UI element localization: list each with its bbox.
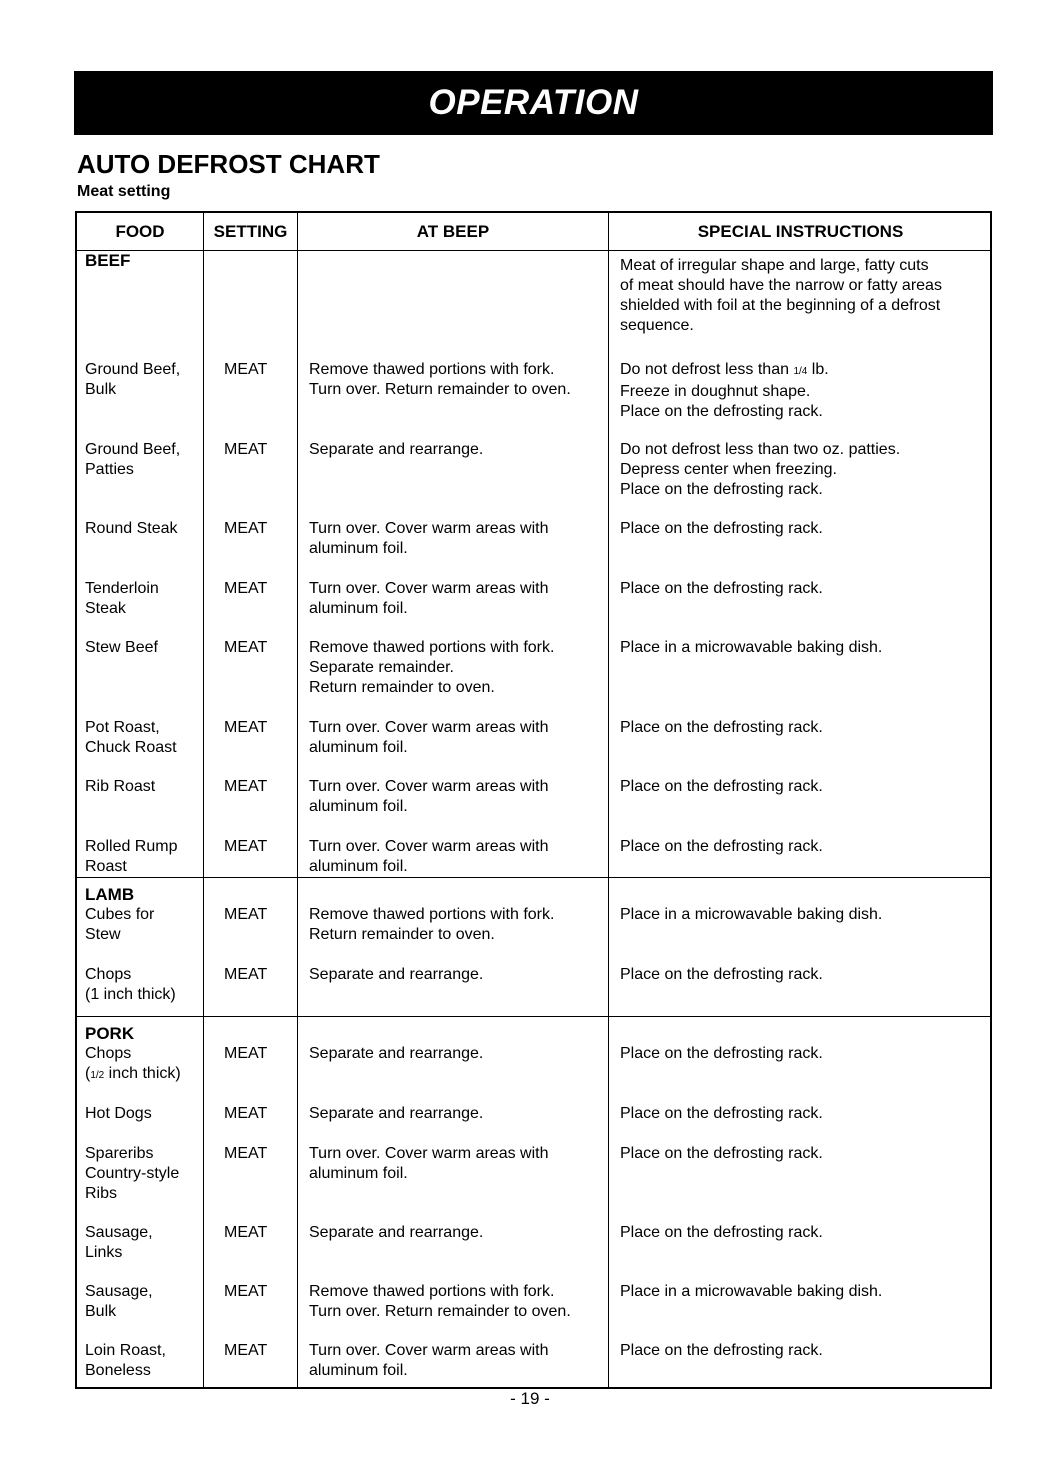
food-cell: Tenderloin Steak [85,580,159,617]
food-cell: Cubes for Stew [85,906,155,943]
setting-cell: MEAT [224,906,268,923]
at-beep-cell: Separate and rearrange. [309,966,484,983]
beef-intro: Meat of irregular shape and large, fatty cuts of meat should have the narrow or fatty areas shielded with foil at the beginning of a defrost sequence. [620,257,942,334]
food-cell: Round Steak [85,520,178,537]
special-instructions-cell: Place on the defrosting rack. [620,580,823,597]
section-label-beef: BEEF [85,251,131,270]
setting-cell: MEAT [224,838,268,855]
text-part: Chops [85,1045,132,1062]
section-divider [77,1016,990,1017]
setting-cell: MEAT [224,966,268,983]
text-part: inch thick) [104,1065,181,1082]
header-setting: SETTING [213,222,288,241]
at-beep-cell: Turn over. Cover warm areas with aluminum foil. [309,778,549,815]
special-instructions-cell: Place on the defrosting rack. [620,1105,823,1122]
food-cell: Sausage, Bulk [85,1283,153,1320]
setting-cell: MEAT [224,441,268,458]
text-part: Do not defrost less than [620,361,794,378]
page-title: AUTO DEFROST CHART [77,149,380,179]
special-instructions-cell [620,360,990,422]
header-special-instructions: SPECIAL INSTRUCTIONS [697,222,904,241]
defrost-table [75,211,992,1389]
setting-cell: MEAT [224,1045,268,1062]
special-instructions-cell: Place on the defrosting rack. [620,1224,823,1241]
food-cell: Hot Dogs [85,1105,152,1122]
at-beep-cell: Separate and rearrange. [309,1105,484,1122]
setting-cell: MEAT [224,778,268,795]
at-beep-cell: Remove thawed portions with fork. Return remainder to oven. [309,906,555,943]
text-part: lb. Freeze in doughnut shape. Place on the defrosting rack. [620,361,829,420]
setting-cell: MEAT [224,719,268,736]
food-cell: Spareribs Country-style Ribs [85,1145,180,1202]
at-beep-cell: Remove thawed portions with fork. Turn over. Return remainder to oven. [309,1283,571,1320]
special-instructions-cell: Place in a microwavable baking dish. [620,1283,883,1300]
at-beep-cell: Turn over. Cover warm areas with aluminum foil. [309,520,549,557]
special-instructions-cell: Place in a microwavable baking dish. [620,906,883,923]
at-beep-cell: Separate and rearrange. [309,1045,484,1062]
special-instructions-cell: Place on the defrosting rack. [620,1045,823,1062]
special-instructions-cell: Place on the defrosting rack. [620,1342,823,1359]
setting-cell: MEAT [224,1342,268,1359]
column-divider [608,213,609,1387]
setting-cell: MEAT [224,520,268,537]
header-at-beep: AT BEEP [416,222,490,241]
food-cell: Ground Beef, Bulk [85,361,181,398]
food-cell: Ground Beef, Patties [85,441,181,478]
fraction: 1/2 [90,1070,105,1081]
setting-cell: MEAT [224,1224,268,1241]
food-cell: Rib Roast [85,778,156,795]
section-label-pork: PORK [85,1024,135,1043]
at-beep-cell: Separate and rearrange. [309,1224,484,1241]
special-instructions-cell: Do not defrost less than two oz. patties. Depress center when freezing. Place on the defrosting rack. [620,441,901,498]
fraction: 1/4 [793,366,808,377]
food-cell: Chops (1/2 inch thick) [85,1045,181,1082]
at-beep-cell: Turn over. Cover warm areas with aluminum foil. [309,1342,549,1379]
special-instructions-cell: Place on the defrosting rack. [620,778,823,795]
setting-cell: MEAT [224,1145,268,1162]
setting-cell: MEAT [224,361,268,378]
at-beep-cell: Remove thawed portions with fork. Turn over. Return remainder to oven. [309,361,571,398]
special-instructions-cell: Place on the defrosting rack. [620,966,823,983]
food-cell: Stew Beef [85,639,158,656]
setting-cell: MEAT [224,1283,268,1300]
special-instructions-cell: Place on the defrosting rack. [620,719,823,736]
section-label-lamb: LAMB [85,885,135,904]
at-beep-cell: Turn over. Cover warm areas with aluminum foil. [309,1145,549,1182]
at-beep-cell: Remove thawed portions with fork. Separate remainder. Return remainder to oven. [309,639,555,696]
food-cell: Rolled Rump Roast [85,838,178,875]
section-divider [77,877,990,878]
special-instructions-cell: Place in a microwavable baking dish. [620,639,883,656]
special-instructions-cell: Place on the defrosting rack. [620,838,823,855]
food-cell: Chops (1 inch thick) [85,966,176,1003]
column-divider [297,213,298,1387]
food-cell: Pot Roast, Chuck Roast [85,719,177,756]
at-beep-cell: Turn over. Cover warm areas with aluminum foil. [309,580,549,617]
column-divider [203,213,204,1387]
at-beep-cell: Turn over. Cover warm areas with aluminum foil. [309,838,549,875]
at-beep-cell: Turn over. Cover warm areas with aluminum foil. [309,719,549,756]
page-subtitle: Meat setting [77,183,171,200]
special-instructions-cell: Place on the defrosting rack. [620,1145,823,1162]
special-instructions-cell: Place on the defrosting rack. [620,520,823,537]
operation-banner: OPERATION [74,71,993,135]
header-food: FOOD [115,222,165,241]
setting-cell: MEAT [224,1105,268,1122]
setting-cell: MEAT [224,580,268,597]
at-beep-cell: Separate and rearrange. [309,441,484,458]
setting-cell: MEAT [224,639,268,656]
food-cell: Sausage, Links [85,1224,153,1261]
food-cell: Loin Roast, Boneless [85,1342,166,1379]
page-number: - 19 - [510,1389,550,1408]
